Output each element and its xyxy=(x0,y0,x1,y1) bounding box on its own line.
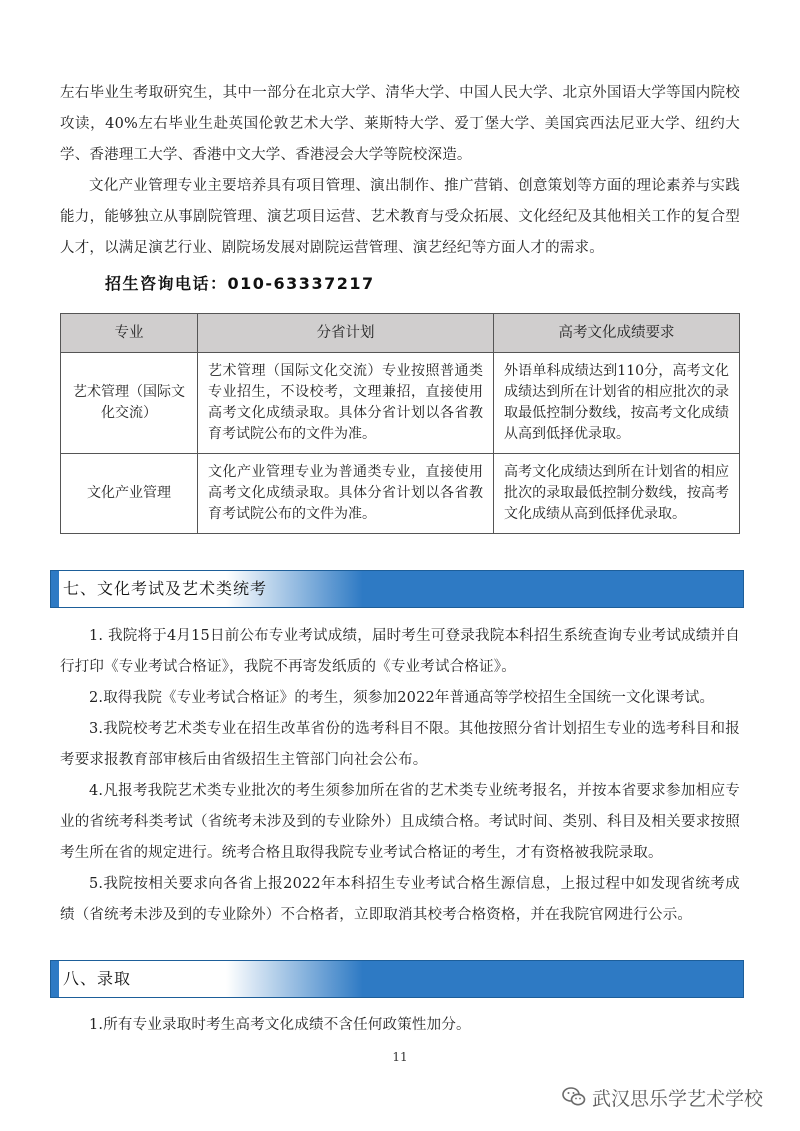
table-row xyxy=(61,353,740,454)
intro-paragraph-graduates: 左右毕业生考取研究生，其中一部分在北京大学、清华大学、中国人民大学、北京外国语大学等国内院校攻读，40%左右毕业生赴英国伦敦艺术大学、莱斯特大学、爱丁堡大学、美国宾西法尼亚大学、纽约大学、香港理工大学、香港中文大学、香港浸会大学等院校深造。 xyxy=(60,85,740,163)
section-7-item-4: 4.凡报考我院艺术类专业批次的考生须参加所在省的艺术类专业统考报名，并按本省要求参加相应专业的省统考科类考试（省统考未涉及到的专业除外）且成绩合格。考试时间、类别、科目及相关要求按照考生所在省的规定进行。统考合格且取得我院专业考试合格证的考生，才有资格被我院录取。 xyxy=(60,783,740,861)
page-number: 11 xyxy=(392,1050,408,1064)
section-7-item-3: 3.我院校考艺术类专业在招生改革省份的选考科目不限。其他按照分省计划招生专业的选考科目和报考要求报教育部审核后由省级招生主管部门向社会公布。 xyxy=(60,721,740,768)
cell-plan: 文化产业管理专业为普通类专业，直接使用高考文化成绩录取。具体分省计划以各省教育考试院公布的文件为准。 xyxy=(198,454,494,534)
section-7-header xyxy=(50,570,744,608)
cell-major: 文化产业管理 xyxy=(61,454,198,534)
admission-phone: 招生咨询电话：010-63337217 xyxy=(105,274,375,293)
cell-major: 艺术管理（国际文化交流） xyxy=(61,353,198,454)
section-7-item-1: 1. 我院将于4月15日前公布专业考试成绩，届时考生可登录我院本科招生系统查询专业考试成绩并自行打印《专业考试合格证》，我院不再寄发纸质的《专业考试合格证》。 xyxy=(60,628,740,675)
cell-requirement: 高考文化成绩达到所在计划省的相应批次的录取最低控制分数线，按高考文化成绩从高到低择优录取。 xyxy=(494,454,740,534)
cell-requirement: 外语单科成绩达到110分，高考文化成绩达到所在计划省的相应批次的录取最低控制分数线，按高考文化成绩从高到低择优录取。 xyxy=(494,353,740,454)
intro-paragraph-major: 文化产业管理专业主要培养具有项目管理、演出制作、推广营销、创意策划等方面的理论素养与实践能力，能够独立从事剧院管理、演艺项目运营、艺术教育与受众拓展、文化经纪及其他相关工作的复合型人才，以满足演艺行业、剧院场发展对剧院运营管理、演艺经纪等方面人才的需求。 xyxy=(60,178,740,256)
header-major: 专业 xyxy=(61,314,198,353)
section-7-item-2: 2.取得我院《专业考试合格证》的考生，须参加2022年普通高等学校招生全国统一文化课考试。 xyxy=(89,690,715,706)
watermark xyxy=(562,1082,763,1112)
watermark-text: 武汉思乐学艺术学校 xyxy=(592,1087,764,1110)
section-7-item-5: 5.我院按相关要求向各省上报2022年本科招生专业考试合格生源信息，上报过程中如发现省统考成绩（省统考未涉及到的专业除外）不合格者，立即取消其校考合格资格，并在我院官网进行公示。 xyxy=(60,876,740,923)
table-header-row xyxy=(61,314,740,353)
wechat-icon xyxy=(562,1086,586,1108)
admission-table xyxy=(60,313,740,534)
section-8-header xyxy=(50,960,744,998)
header-requirement: 高考文化成绩要求 xyxy=(494,314,740,353)
header-plan: 分省计划 xyxy=(198,314,494,353)
table-row xyxy=(61,454,740,534)
section-8-title: 八、录取 xyxy=(59,961,363,997)
section-7-title: 七、文化考试及艺术类统考 xyxy=(59,571,363,607)
section-8-item-1: 1.所有专业录取时考生高考文化成绩不含任何政策性加分。 xyxy=(89,1017,471,1033)
cell-plan: 艺术管理（国际文化交流）专业按照普通类专业招生，不设校考，文理兼招，直接使用高考文化成绩录取。具体分省计划以各省教育考试院公布的文件为准。 xyxy=(198,353,494,454)
